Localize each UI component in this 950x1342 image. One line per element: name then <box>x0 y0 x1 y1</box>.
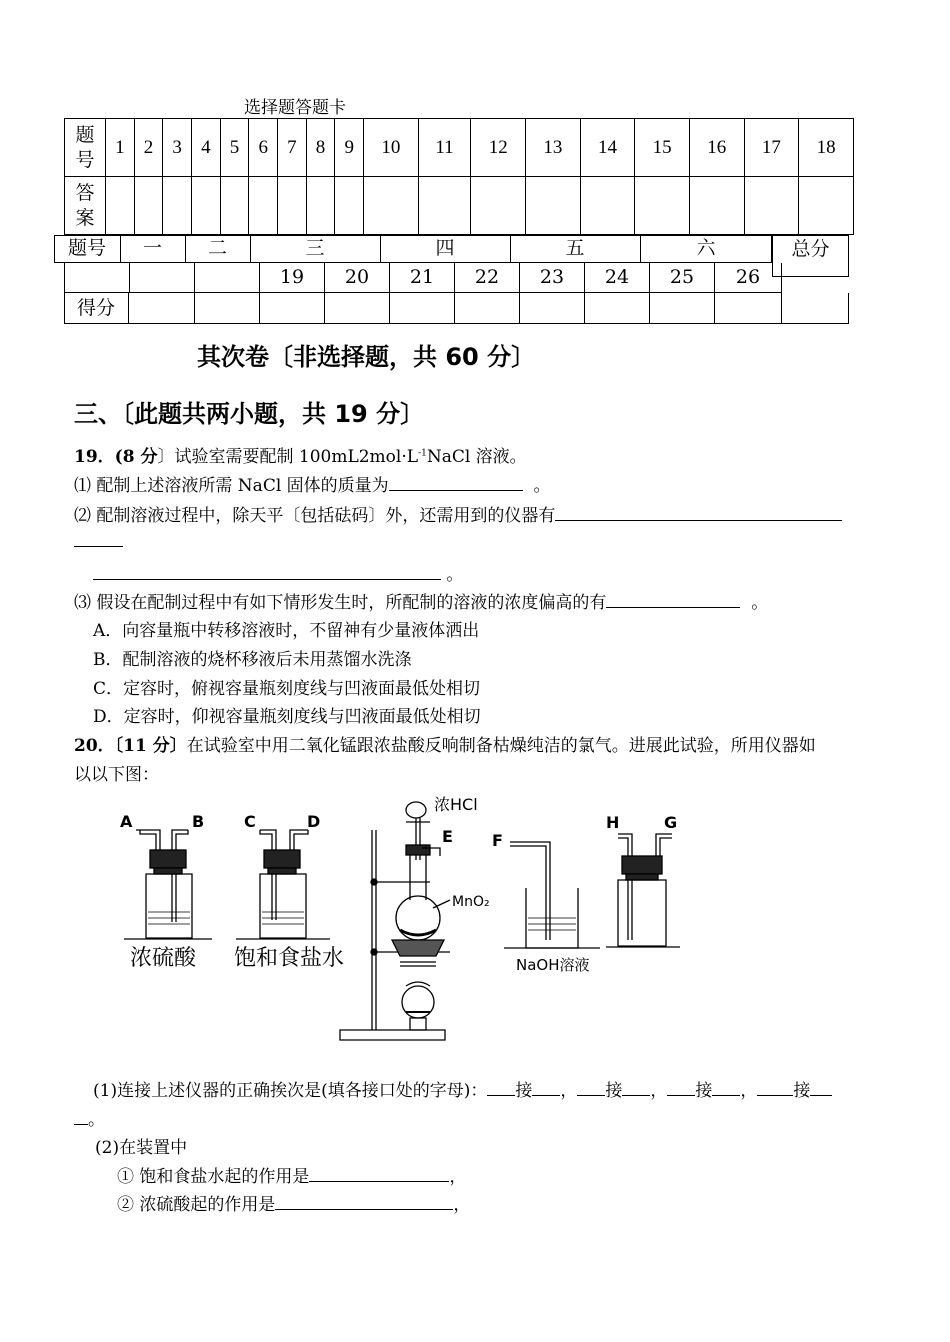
sub-number-cell: 26 <box>714 263 782 293</box>
answer-cell[interactable] <box>163 177 192 235</box>
q20-stem2: 以以下图： <box>74 765 159 785</box>
answer-cell[interactable] <box>635 177 690 235</box>
divider <box>714 293 715 324</box>
q19-p3-text: ⑶ 假设在配制过程中有如下情形发生时，所配制的溶液的浓度偏高的有 <box>74 593 607 613</box>
answer-blank[interactable] <box>577 1079 605 1096</box>
period: 。 <box>446 565 464 585</box>
q20-part1 <box>93 1076 832 1101</box>
number-cell: 13 <box>526 119 581 177</box>
q20-stem-text: 在试验室中用二氧化锰跟浓盐酸反响制备枯燥纯洁的氯气。进展此试验，所用仪器如 <box>186 736 816 756</box>
answer-blank[interactable] <box>757 1079 793 1096</box>
answer-cell[interactable] <box>335 177 364 235</box>
section-five: 五 <box>510 235 641 263</box>
q19-number: 19． <box>74 447 115 467</box>
period: 。 <box>533 476 551 496</box>
answer-cell[interactable] <box>526 177 581 235</box>
answer-blank[interactable] <box>667 1079 695 1096</box>
section-one: 一 <box>120 235 186 263</box>
answer-blank[interactable] <box>606 591 740 608</box>
part2-title: 其次卷〔非选择题，共 60 分〕 <box>197 343 536 371</box>
divider <box>324 293 325 324</box>
number-cell: 12 <box>471 119 526 177</box>
comma: ， <box>740 1081 758 1101</box>
connector-text: 接 <box>695 1081 713 1101</box>
divider <box>454 293 455 324</box>
answer-blank[interactable] <box>275 1193 453 1210</box>
score-row-label: 得分 <box>64 293 129 324</box>
number-cell: 11 <box>418 119 471 177</box>
table-row <box>65 177 854 235</box>
sub-number-cell: 21 <box>389 263 454 293</box>
answer-cell[interactable] <box>278 177 307 235</box>
answer-blank[interactable] <box>532 1079 560 1096</box>
answer-cell[interactable] <box>106 177 135 235</box>
comma: ， <box>449 1167 467 1187</box>
label-mno2: MnO₂ <box>452 894 490 910</box>
section-two: 二 <box>185 235 251 263</box>
answer-blank[interactable] <box>810 1079 832 1096</box>
comma: ， <box>453 1195 471 1215</box>
label-c: C <box>244 812 256 831</box>
answer-cell[interactable] <box>799 177 854 235</box>
answer-cell[interactable] <box>689 177 744 235</box>
label-f: F <box>492 831 503 850</box>
answer-blank[interactable] <box>389 474 523 491</box>
number-cell: 9 <box>335 119 364 177</box>
period: 。 <box>751 593 769 613</box>
divider <box>649 293 650 324</box>
option-b: B．配制溶液的烧杯移液后未用蒸馏水洗涤 <box>93 650 412 670</box>
score-header-label: 题号 <box>54 235 121 263</box>
sub-number-cell: 22 <box>454 263 519 293</box>
answer-blank[interactable] <box>712 1079 740 1096</box>
number-cell: 18 <box>799 119 854 177</box>
wash-bottle-h2so4 <box>120 812 212 939</box>
chlorine-generator <box>340 802 450 1040</box>
sub-number-cell: 20 <box>324 263 389 293</box>
vertical-header-text: 题 号 <box>75 124 95 171</box>
label-b: B <box>192 812 205 831</box>
wash-bottle-brine <box>236 812 330 939</box>
number-cell: 17 <box>744 119 799 177</box>
answer-card-table <box>64 118 854 235</box>
q20-number: 20． <box>74 736 115 756</box>
row-header-answer <box>65 177 106 235</box>
q20-sub2 <box>117 1190 470 1215</box>
section-six: 六 <box>696 237 716 259</box>
q19-stem <box>74 442 527 467</box>
q20-part2: (2)在装置中 <box>95 1138 188 1158</box>
answer-cell[interactable] <box>744 177 799 235</box>
number-cell: 15 <box>635 119 690 177</box>
divider <box>781 293 782 324</box>
row-header-number <box>65 119 106 177</box>
answer-blank[interactable] <box>487 1079 515 1096</box>
label-naoh: NaOH溶液 <box>516 956 590 974</box>
answer-cell[interactable] <box>249 177 278 235</box>
q20-sub2-text: ② 浓硫酸起的作用是 <box>117 1195 276 1215</box>
answer-cell[interactable] <box>471 177 526 235</box>
label-conc-hcl: 浓HCl <box>434 795 478 814</box>
answer-blank[interactable] <box>555 504 842 521</box>
blank-cell <box>129 263 194 293</box>
section-three: 三 <box>250 235 381 263</box>
apparatus-figure <box>100 790 680 1050</box>
section3-title: 三、〔此题共两小题，共 19 分〕 <box>74 400 425 428</box>
sub-number-cell: 19 <box>259 263 324 293</box>
option-a: A．向容量瓶中转移溶液时，不留神有少量液体洒出 <box>93 621 480 641</box>
label-d: D <box>307 812 321 831</box>
answer-cell[interactable] <box>306 177 335 235</box>
q19-points: (8 分 <box>114 447 158 467</box>
blank-cell <box>194 263 259 293</box>
divider <box>259 293 260 324</box>
number-cell: 7 <box>278 119 307 177</box>
q19-part2 <box>74 501 842 526</box>
option-d: D．定容时，仰视容量瓶刻度线与凹液面最低处相切 <box>93 707 481 727</box>
score-table <box>54 235 849 325</box>
answer-cell[interactable] <box>134 177 163 235</box>
vertical-header-text: 答 案 <box>75 182 95 229</box>
answer-blank[interactable] <box>622 1079 650 1096</box>
answer-blank[interactable] <box>74 1108 88 1125</box>
connector-text: 接 <box>793 1081 811 1101</box>
q20-p1-text: (1)连接上述仪器的正确挨次是(填各接口处的字母)： <box>93 1081 488 1101</box>
sub-number-cell: 23 <box>519 263 584 293</box>
connector-text: 接 <box>605 1081 623 1101</box>
answer-cell[interactable] <box>220 177 249 235</box>
label-brine: 饱和食盐水 <box>234 946 345 971</box>
sub-number-cell: 25 <box>649 263 714 293</box>
answer-card-title: 选择题答题卡 <box>244 98 346 118</box>
period: 。 <box>88 1110 105 1130</box>
q19-sup: -1 <box>418 448 427 459</box>
answer-cell[interactable] <box>192 177 221 235</box>
q19-stem-a: 〕试验室需要配制 100mL2mol·L <box>157 447 419 467</box>
number-cell: 4 <box>192 119 221 177</box>
q20-part1-end <box>74 1105 105 1130</box>
q19-stem-b: NaCl 溶液。 <box>426 447 527 467</box>
score-row <box>64 293 849 324</box>
number-cell: 8 <box>306 119 335 177</box>
q19-part1 <box>74 471 550 496</box>
q19-p1-text: ⑴ 配制上述溶液所需 NaCl 固体的质量为 <box>74 476 389 496</box>
q19-p2-text: ⑵ 配制溶液过程中，除天平〔包括砝码〕外，还需用到的仪器有 <box>74 506 556 526</box>
number-cell: 6 <box>249 119 278 177</box>
q20-sub1 <box>117 1162 466 1187</box>
number-cell: 14 <box>580 119 635 177</box>
comma: ， <box>650 1081 668 1101</box>
number-cell: 5 <box>220 119 249 177</box>
connector-text: 接 <box>515 1081 533 1101</box>
number-cell: 10 <box>364 119 419 177</box>
naoh-beaker <box>492 831 600 948</box>
answer-cell[interactable] <box>364 177 419 235</box>
number-cell: 2 <box>134 119 163 177</box>
answer-blank[interactable] <box>74 546 123 547</box>
collecting-bottle <box>606 813 680 947</box>
label-h: H <box>606 813 620 832</box>
answer-cell[interactable] <box>418 177 471 235</box>
label-a: A <box>120 812 133 831</box>
q20-stem <box>74 731 816 756</box>
divider <box>584 293 585 324</box>
number-cell: 16 <box>689 119 744 177</box>
q20-points: 〔11 分〕 <box>114 736 187 756</box>
answer-cell[interactable] <box>580 177 635 235</box>
sub-number-cell: 24 <box>584 263 649 293</box>
label-g: G <box>664 813 678 832</box>
q20-sub1-text: ① 饱和食盐水起的作用是 <box>117 1167 310 1187</box>
label-h2so4: 浓硫酸 <box>130 946 197 971</box>
comma: ， <box>560 1081 578 1101</box>
label-e: E <box>442 827 453 846</box>
q19-part3 <box>74 588 768 613</box>
divider <box>389 293 390 324</box>
table-row <box>65 119 854 177</box>
divider <box>194 293 195 324</box>
section-four: 四 <box>380 235 511 263</box>
divider <box>519 293 520 324</box>
total-score-cell: 总分 <box>772 235 849 277</box>
answer-blank[interactable] <box>309 1165 449 1182</box>
number-cell: 3 <box>163 119 192 177</box>
answer-blank[interactable] <box>93 563 441 580</box>
number-cell: 1 <box>106 119 135 177</box>
option-c: C．定容时，俯视容量瓶刻度线与凹液面最低处相切 <box>93 679 481 699</box>
q19-part2-cont <box>93 560 463 585</box>
